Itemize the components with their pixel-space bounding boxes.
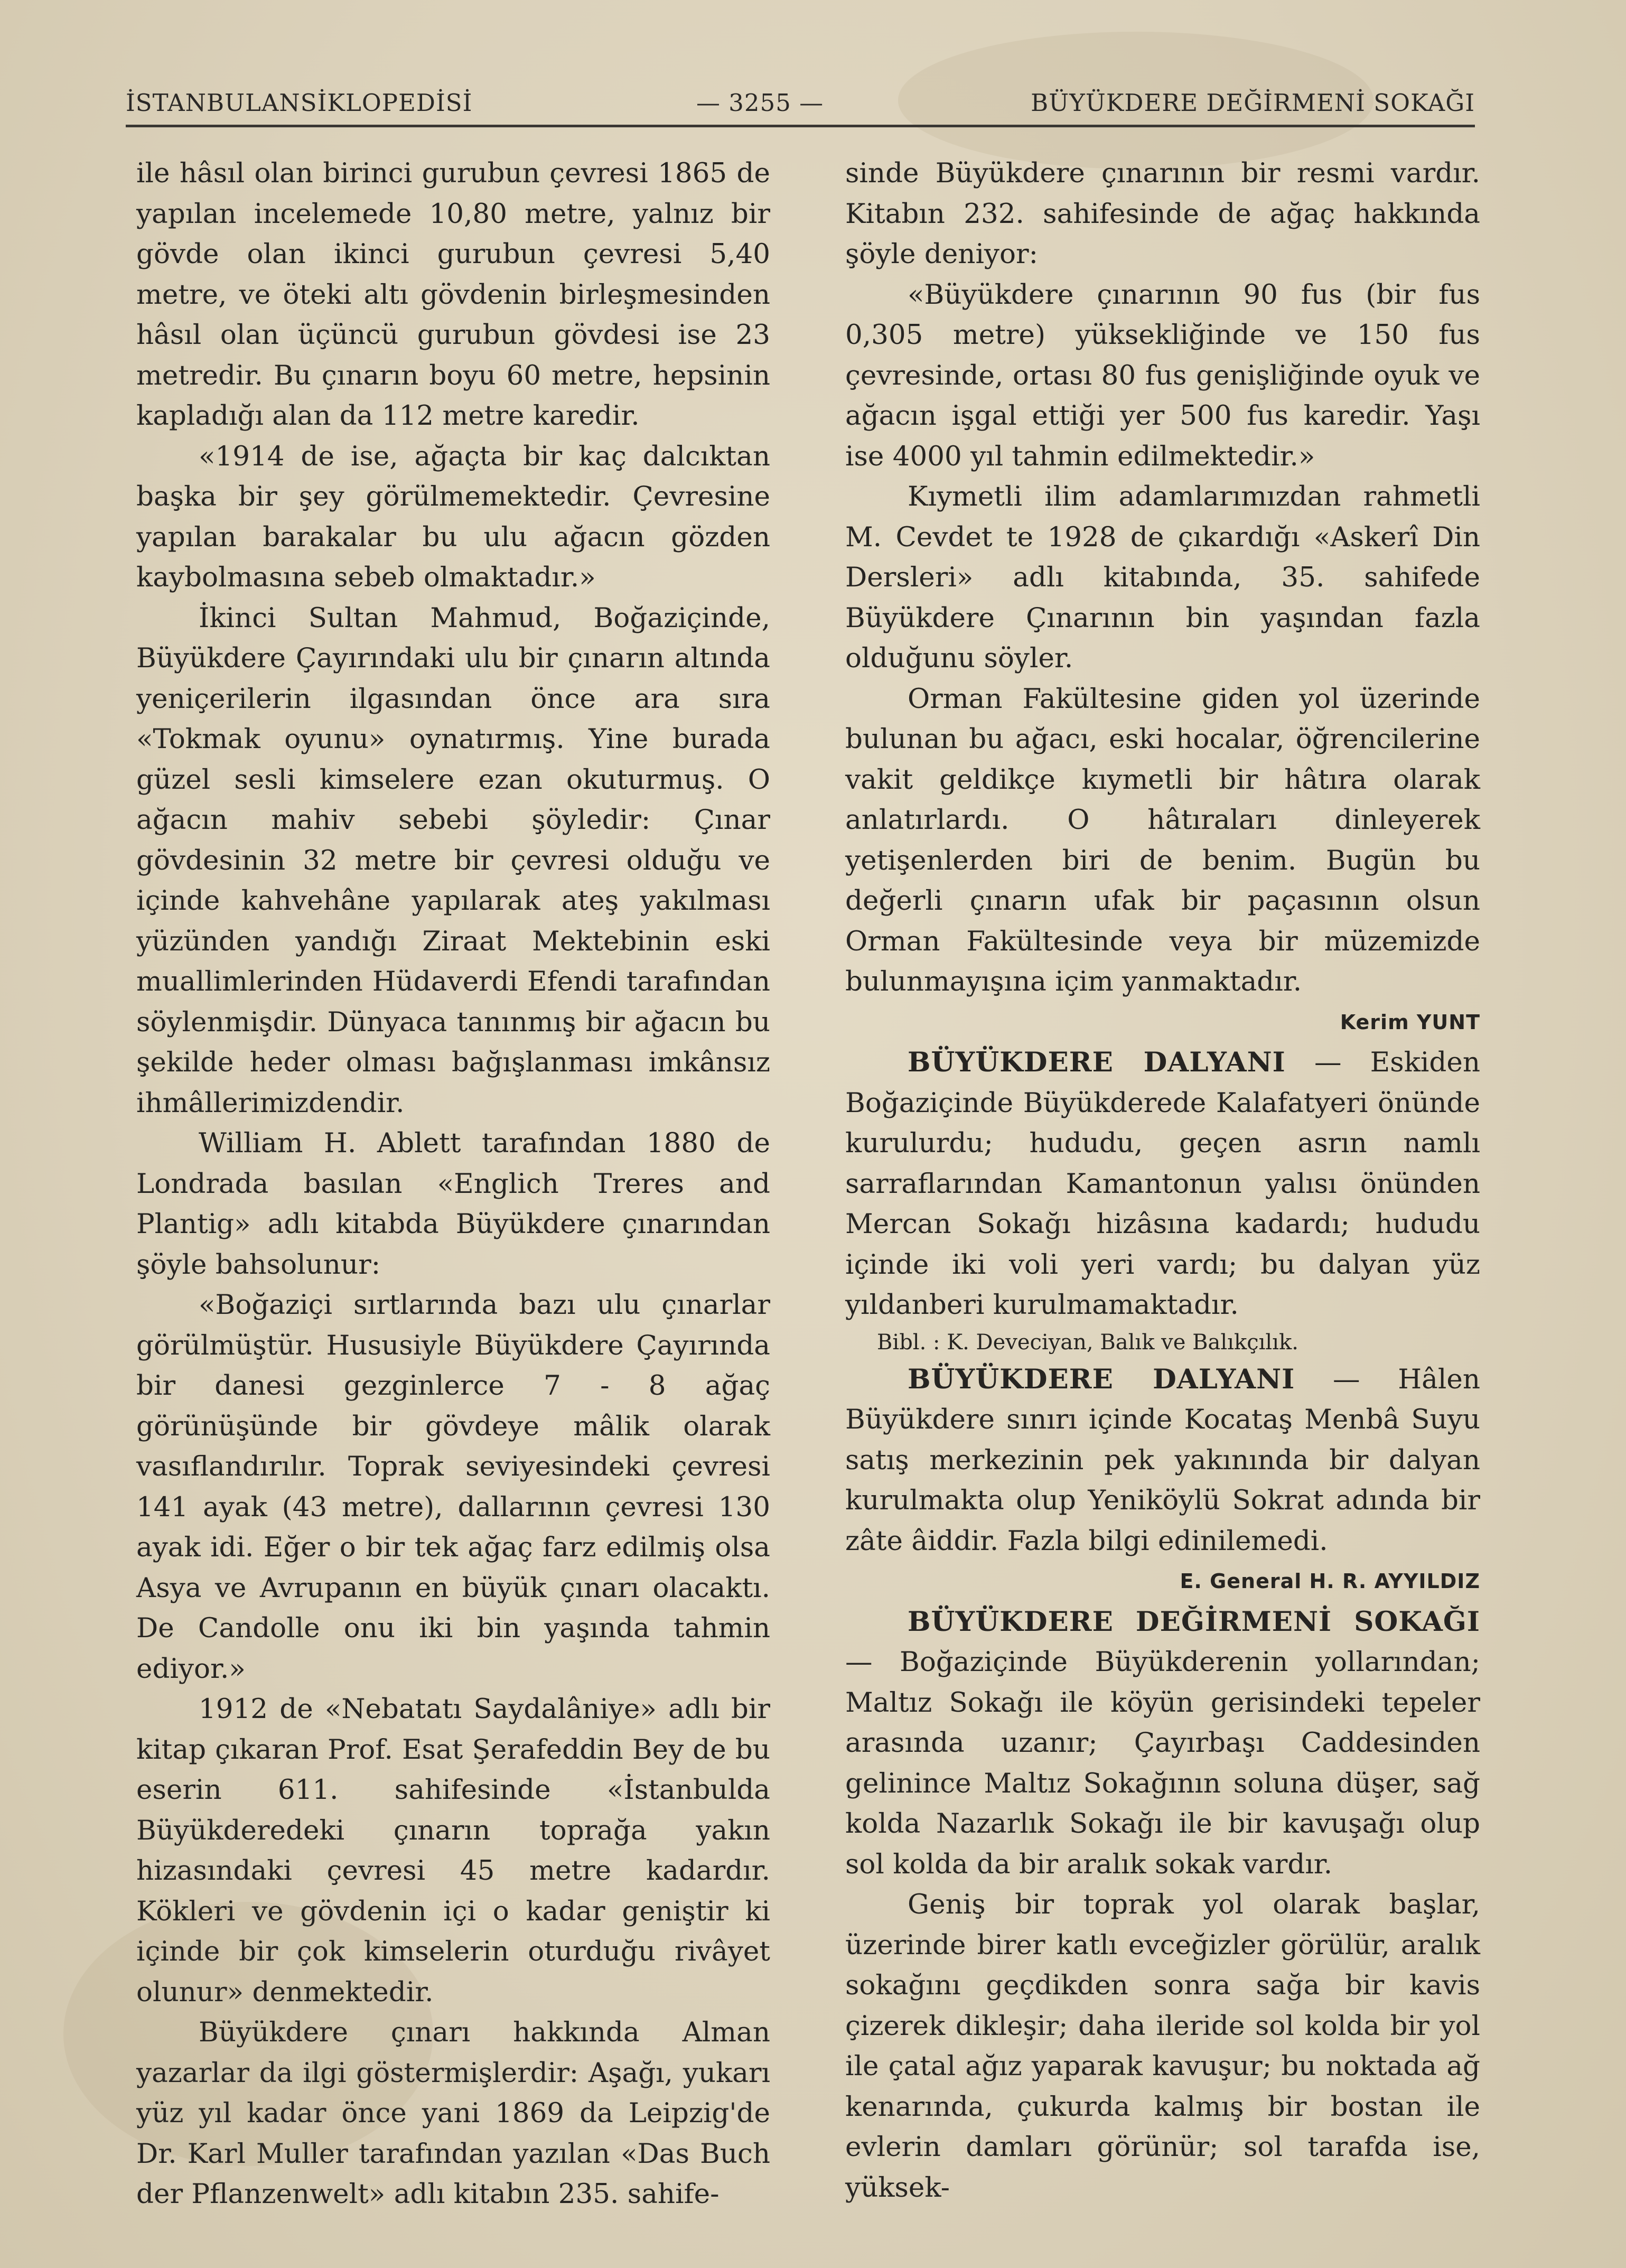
- entry-headword: BÜYÜKDERE DALYANI: [908, 1047, 1286, 1078]
- paragraph: «Büyükdere çınarının 90 fus (bir fus 0,305 metre) yüksekliğinde ve 150 fus çevresinde, ortası 80 fus genişliğinde oyuk ve ağacın işgal ettiği yer 500 fus karedir. Yaşı ise 4000 yıl tahmin edilmektedir.»: [845, 278, 1480, 472]
- paragraph: sinde Büyükdere çınarının bir resmi vardır. Kitabın 232. sahifesinde de ağaç hakkında şöyle deniyor:: [845, 157, 1480, 270]
- entry-headword: BÜYÜKDERE DEĞİRMENİ SOKAĞI: [908, 1606, 1480, 1638]
- bibliography: Bibl. : K. Deveciyan, Balık ve Balıkçılık.: [877, 1330, 1298, 1355]
- page-number: — 3255 —: [696, 89, 824, 117]
- entry-headword: BÜYÜKDERE DALYANI: [908, 1363, 1295, 1395]
- paragraph: Orman Fakültesine giden yol üzerinde bulunan bu ağacı, eski hocalar, öğrencilerine vakit geldikçe kıymetli bir hâtıra olarak anlatırlardı. O hâtıraları dinleyerek yetişenlerden biri de benim. Bugün bu değerli çınarın ufak bir paçasının olsun Orman Fakültesinde veya bir müzemizde bulunmayışına içim yanmaktadır.: [845, 683, 1480, 997]
- right-column: [845, 153, 1480, 2208]
- entry-text: — Boğaziçinde Büyükderenin yollarından; Maltız Sokağı ile köyün gerisindeki tepeler arasında uzanır; Çayırbaşı Caddesinden gelinince Maltız Sokağının soluna düşer, sağ kolda Nazarlık Sokağı ile bir kavuşağı olup sol kolda da bir aralık sokak vardır.: [845, 1646, 1480, 1880]
- paragraph: Geniş bir toprak yol olarak başlar, üzerinde birer katlı evceğizler görülür, aralık sokağını geçdikden sonra sağa bir kavis çizerek dikleşir; daha ileride sol kolda bir yol ile çatal ağız yaparak kavuşur; bu noktada ağ kenarında, çukurda kalmış bir bostan ile evlerin damları görünür; sol tarafda ise, yüksek-: [845, 1889, 1480, 2204]
- author-signature: E. General H. R. AYYILDIZ: [1180, 1570, 1480, 1593]
- paragraph: Kıymetli ilim adamlarımızdan rahmetli M. Cevdet te 1928 de çıkardığı «Askerî Din Dersleri» adlı kitabında, 35. sahifede Büyükdere Çınarının bin yaşından fazla olduğunu söyler.: [845, 481, 1480, 674]
- header-entry-title: BÜYÜKDERE DEĞİRMENİ SOKAĞI: [1031, 89, 1475, 117]
- paragraph: ile hâsıl olan birinci gurubun çevresi 1865 de yapılan incelemede 10,80 metre, yalnız bir gövde olan ikinci gurubun çevresi 5,40 metre, ve öteki altı gövdenin birleşmesinden hâsıl olan üçüncü gurubun gövdesi ise 23 metredir. Bu çınarın boyu 60 metre, hepsinin kapladığı alan da 112 metre karedir.: [136, 157, 770, 432]
- entry-text: — Eskiden Boğaziçinde Büyükderede Kalafatyeri önünde kurulurdu; hududu, geçen asrın namlı sarraflarından Kamantonun yalısı önünden Mercan Sokağı hizâsına kadardı; hududu içinde iki voli yeri vardı; bu dalyan yüz yıldanberi kurulmamaktadır.: [845, 1047, 1480, 1321]
- entry-paragraph: [845, 1602, 1480, 1885]
- entry-paragraph: [845, 1359, 1480, 1562]
- entry-paragraph: [845, 1042, 1480, 1326]
- paragraph: İkinci Sultan Mahmud, Boğaziçinde, Büyükdere Çayırındaki ulu bir çınarın altında yeniçerilerin ilgasından önce ara sıra «Tokmak oyunu» oynatırmış. Yine burada güzel sesli kimselere ezan okuturmuş. O ağacın mahiv sebebi şöyledir: Çınar gövdesinin 32 metre bir çevresi olduğu ve içinde kahvehâne yapılarak ateş yakılması yüzünden yandığı Ziraat Mektebinin eski muallimlerinden Hüdaverdi Efendi tarafından söylenmişdir. Dünyaca tanınmış bir ağacın bu şekilde heder olması bağışlanması imkânsız ihmâllerimizdendir.: [136, 602, 770, 1119]
- paragraph: Büyükdere çınarı hakkında Alman yazarlar da ilgi göstermişlerdir: Aşağı, yukarı yüz yıl kadar önce yani 1869 da Leipzig'de Dr. Karl Muller tarafından yazılan «Das Buch der Pflanzenwelt» adlı kitabın 235. sahife-: [136, 2017, 770, 2210]
- header-encyclopedia-title: İSTANBULANSİKLOPEDİSİ: [126, 89, 473, 117]
- author-signature: Kerim YUNT: [1340, 1010, 1480, 1034]
- paragraph: 1912 de «Nebatatı Saydalâniye» adlı bir kitap çıkaran Prof. Esat Şerafeddin Bey de bu eserin 611. sahifesinde «İstanbulda Büyükderedeki çınarın toprağa yakın hizasındaki çevresi 45 metre kadardır. Kökleri ve gövdenin içi o kadar geniştir ki içinde bir çok kimselerin oturduğu rivâyet olunur» denmektedir.: [136, 1693, 770, 2008]
- paragraph: «1914 de ise, ağaçta bir kaç dalcıktan başka bir şey görülmemektedir. Çevresine yapılan barakalar bu ulu ağacın gözden kaybolmasına sebeb olmaktadır.»: [136, 440, 770, 593]
- running-header: [126, 78, 1475, 120]
- header-rule: [126, 125, 1475, 127]
- paragraph: William H. Ablett tarafından 1880 de Londrada basılan «Englich Treres and Plantig» adlı kitabda Büyükdere çınarından şöyle bahsolunur:: [136, 1127, 770, 1281]
- entry-text: — Hâlen Büyükdere sınırı içinde Kocataş Menbâ Suyu satış merkezinin pek yakınında bir dalyan kurulmakta olup Yeniköylü Sokrat adında bir zâte âiddir. Fazla bilgi edinilemedi.: [845, 1363, 1480, 1557]
- paragraph: «Boğaziçi sırtlarında bazı ulu çınarlar görülmüştür. Hususiyle Büyükdere Çayırında bir danesi gezginlerce 7 - 8 ağaç görünüşünde bir gövdeye mâlik olarak vasıflandırılır. Toprak seviyesindeki çevresi 141 ayak (43 metre), dallarının çevresi 130 ayak idi. Eğer o bir tek ağaç farz edilmiş olsa Asya ve Avrupanın en büyük çınarı olacaktı. De Candolle onu iki bin yaşında tahmin ediyor.»: [136, 1289, 770, 1685]
- left-column: [136, 153, 770, 2215]
